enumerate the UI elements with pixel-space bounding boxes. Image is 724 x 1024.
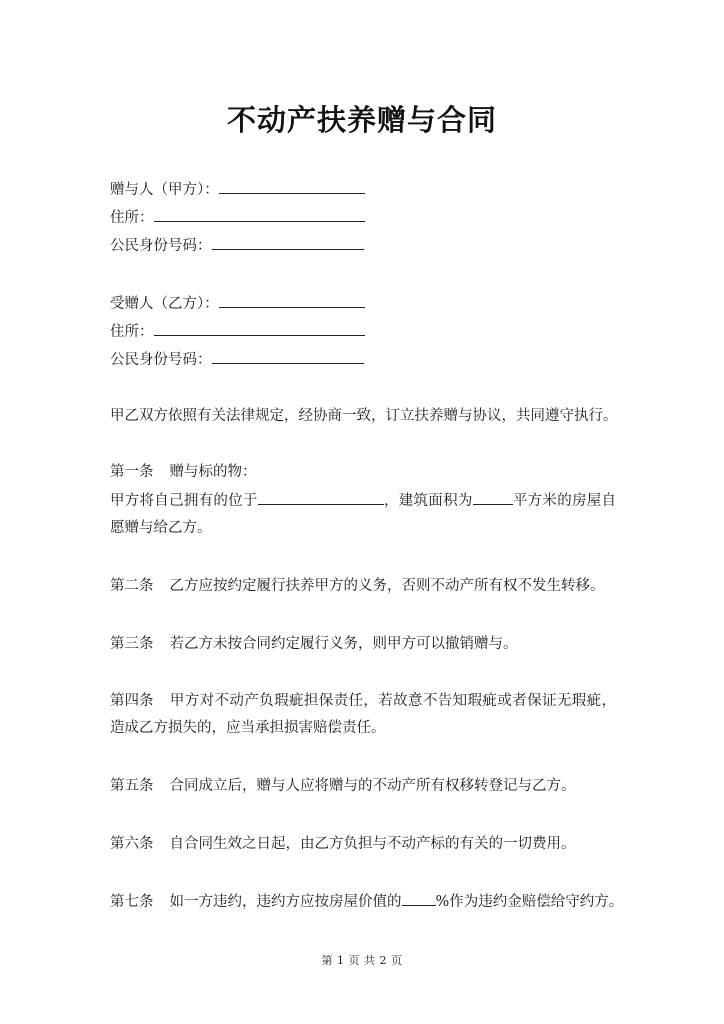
donee-name-row: [110, 292, 365, 314]
article-2-number: 第二条: [110, 578, 154, 594]
article-1-location-blank[interactable]: [258, 489, 384, 505]
article-1-area-blank[interactable]: [473, 489, 513, 505]
article-5: [110, 776, 576, 796]
article-1-text-part1: 甲方将自己拥有的位于: [110, 493, 258, 509]
page-number-footer: 第 1 页 共 2 页: [321, 954, 403, 967]
article-6: [110, 834, 576, 854]
article-1-text-part2: ，建筑面积为: [383, 493, 473, 509]
article-6-text: 自合同生效之日起，由乙方负担与不动产标的有关的一切费用。: [169, 836, 576, 852]
article-6-number: 第六条: [110, 836, 154, 852]
document-title: 不动产扶养赠与合同: [226, 103, 497, 137]
donee-id-label: 公民身份号码：: [110, 352, 212, 368]
donor-id-label: 公民身份号码：: [110, 238, 212, 254]
article-7-number: 第七条: [110, 894, 154, 910]
donee-name-label: 受赠人（乙方）：: [110, 296, 219, 312]
article-2-text: 乙方应按约定履行扶养甲方的义务，否则不动产所有权不发生转移。: [169, 578, 605, 594]
donee-id-blank[interactable]: [212, 348, 364, 364]
article-2: [110, 576, 605, 596]
donee-name-blank[interactable]: [219, 292, 365, 308]
intro-paragraph: 甲乙双方依照有关法律规定，经协商一致，订立扶养赠与协议，共同遵守执行。: [110, 408, 618, 424]
article-1-body: [110, 488, 616, 542]
donee-id-row: [110, 348, 364, 370]
article-5-number: 第五条: [110, 778, 154, 794]
article-1-heading-row: [110, 462, 257, 482]
article-7-text-part1: 如一方违约，违约方应按房屋价值的: [169, 894, 402, 910]
article-4-text: 甲方对不动产负瑕疵担保责任，若故意不告知瑕疵或者保证无瑕疵，造成乙方损失的，应当承担损害赔偿责任。: [110, 693, 616, 736]
donor-name-row: [110, 178, 365, 200]
article-1-text-part3: 平方米的房屋自愿赠与给乙方。: [110, 493, 617, 536]
donor-id-row: [110, 234, 364, 256]
donor-name-label: 赠与人（甲方）：: [110, 182, 219, 198]
article-3-number: 第三条: [110, 636, 154, 652]
article-3: [110, 634, 518, 654]
donor-address-label: 住所：: [110, 210, 154, 226]
donor-address-row: [110, 206, 365, 228]
donor-address-blank[interactable]: [154, 206, 365, 222]
article-7-text-part2: %作为违约金赔偿给守约方。: [435, 894, 624, 910]
article-1-heading: 赠与标的物：: [169, 464, 257, 480]
donee-address-row: [110, 320, 365, 342]
donee-address-blank[interactable]: [154, 320, 365, 336]
donor-id-blank[interactable]: [212, 234, 364, 250]
article-4-number: 第四条: [110, 693, 154, 709]
article-5-text: 合同成立后，赠与人应将赠与的不动产所有权移转登记与乙方。: [169, 778, 576, 794]
article-4: [110, 688, 616, 742]
article-7: [110, 890, 623, 912]
article-3-text: 若乙方未按合同约定履行义务，则甲方可以撤销赠与。: [169, 636, 518, 652]
article-7-percent-blank[interactable]: [402, 890, 436, 906]
donor-name-blank[interactable]: [219, 178, 365, 194]
article-1-number: 第一条: [110, 464, 154, 480]
donee-address-label: 住所：: [110, 324, 154, 340]
